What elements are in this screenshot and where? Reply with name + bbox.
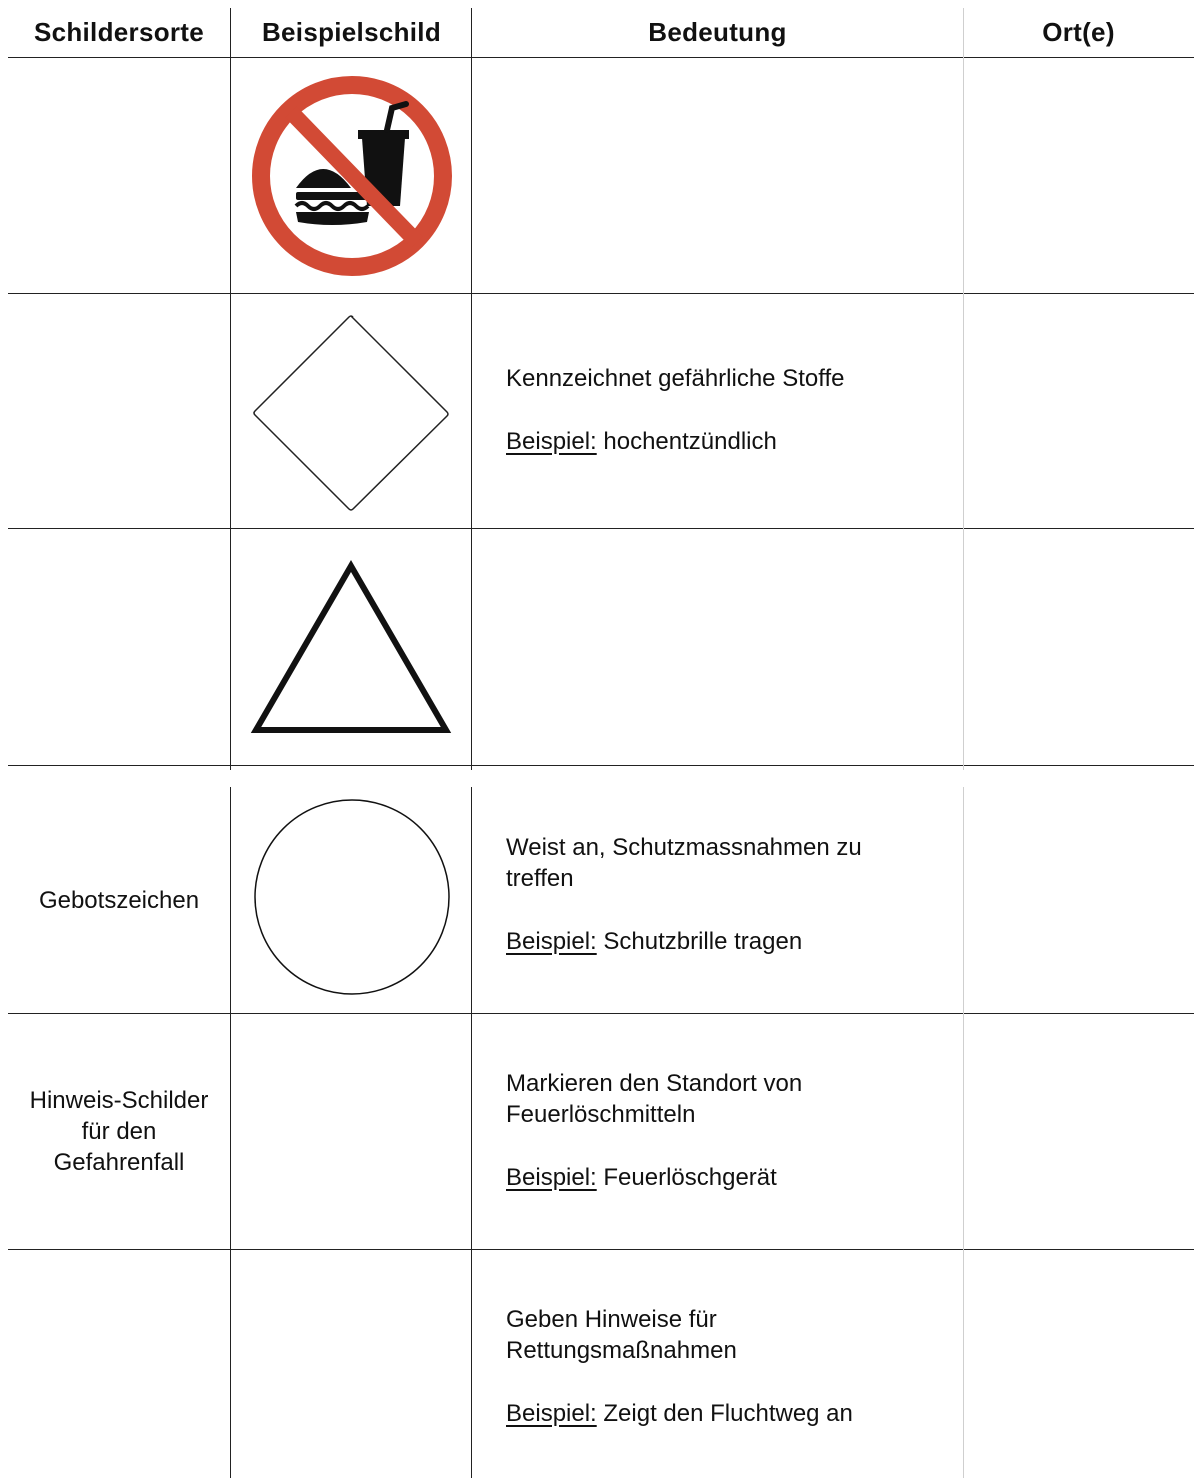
mandatory-circle-icon [251, 796, 453, 998]
column-divider [230, 8, 231, 770]
example-line [506, 1398, 946, 1429]
meaning-text: Geben Hinweise für [506, 1306, 717, 1333]
meaning-cell [506, 832, 946, 957]
example-line [506, 1162, 946, 1193]
column-divider [230, 787, 231, 1478]
header-schildersorte: Schildersorte [33, 16, 205, 47]
meaning-cell [506, 1304, 946, 1429]
example-text: Feuerlöschgerät [603, 1164, 777, 1191]
header-bedeutung: Bedeutung [648, 16, 787, 47]
example-text: hochentzündlich [603, 428, 777, 455]
example-line [506, 426, 946, 457]
row-divider [8, 293, 1194, 294]
sort-text: Hinweis-Schilder [29, 1087, 209, 1114]
example-label: Beispiel: [506, 428, 597, 455]
column-divider [471, 787, 472, 1478]
meaning-text: Feuerlöschmitteln [506, 1101, 696, 1128]
no-food-drink-prohibition-sign-icon [250, 74, 454, 278]
row-divider [8, 765, 1194, 766]
meaning-text: Weist an, Schutzmassnahmen zu [506, 834, 862, 861]
column-divider [471, 8, 472, 770]
example-label: Beispiel: [506, 928, 597, 955]
row-divider [8, 528, 1194, 529]
example-label: Beispiel: [506, 1164, 597, 1191]
example-line [506, 926, 946, 957]
meaning-text: Rettungsmaßnahmen [506, 1337, 737, 1364]
row-divider [8, 1249, 1194, 1250]
example-text: Zeigt den Fluchtweg an [603, 1400, 853, 1427]
sort-cell [8, 787, 230, 1013]
hazard-diamond-icon [250, 312, 452, 514]
header-beispielschild: Beispielschild [261, 16, 442, 47]
header-rule [8, 57, 1194, 58]
warning-triangle-icon [250, 560, 452, 735]
sort-text: Gefahrenfall [53, 1149, 185, 1176]
meaning-text: Markieren den Standort von [506, 1070, 803, 1097]
example-label: Beispiel: [506, 1400, 597, 1427]
sort-text: Gebotszeichen [38, 886, 200, 914]
sort-cell [8, 1014, 230, 1249]
column-divider [963, 787, 964, 1478]
meaning-cell [506, 1068, 946, 1193]
meaning-text: treffen [506, 865, 574, 892]
meaning-cell [506, 363, 946, 457]
sort-text: für den [81, 1118, 157, 1145]
meaning-text: Kennzeichnet gefährliche Stoffe [506, 365, 845, 392]
column-divider [963, 8, 964, 770]
header-orte: Ort(e) [1042, 16, 1115, 47]
example-text: Schutzbrille tragen [603, 928, 803, 955]
